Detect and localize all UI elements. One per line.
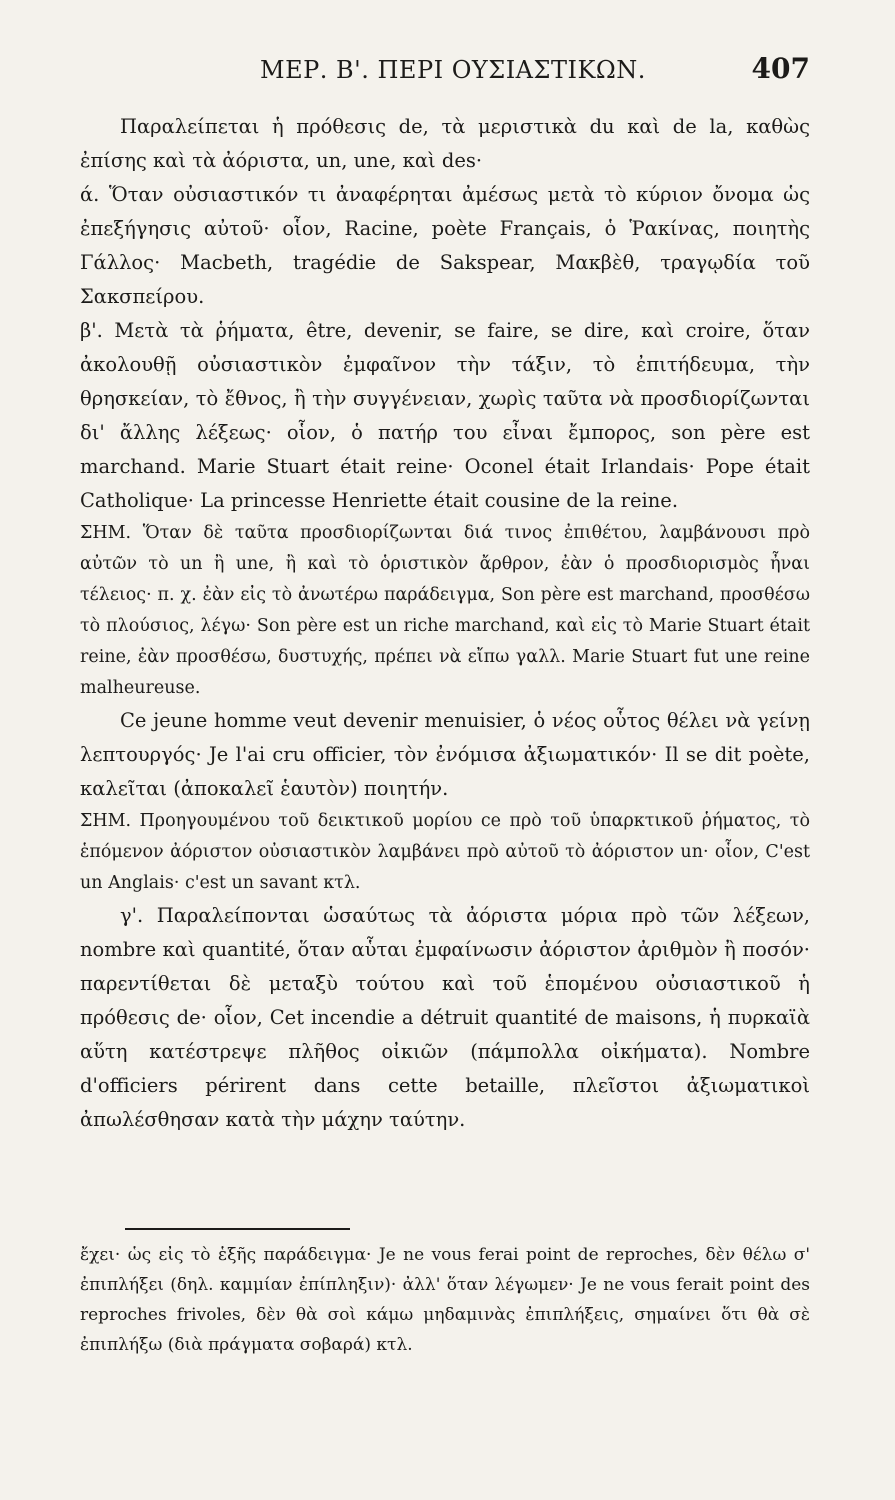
footnote [80,1240,810,1360]
paragraph-intro: Παραλείπεται ἡ πρόθεσις de, τὰ μεριστικὰ du καὶ de la, καθὼς ἐπίσης καὶ τὰ ἀόριστα, un, une, καὶ des· [80,115,810,172]
page-number: 407 [751,52,810,85]
paragraph-beta: β'. Μετὰ τὰ ῥήματα, être, devenir, se faire, se dire, καὶ croire, ὅταν ἀκολουθῇ οὐσιαστικὸν ἐμφαῖνον τὴν τάξιν, τὸ ἐπιτήδευμα, τὴν θρησκείαν, τὸ ἔθνος, ἢ τὴν συγγένειαν, χωρὶς ταῦτα νὰ προσδιορίζωνται δι' ἄλλης λέξεως· οἷον, ὁ πατήρ του εἶναι ἔμπορος, son père est marchand. Marie Stuart était reine· Oconel était Irlandais· Pope était Catholique· La princesse Henriette était cousine de la reine. [80,319,810,512]
footnote-text: ἔχει· ὡς εἰς τὸ ἑξῆς παράδειγμα· Je ne vous ferai point de reproches, δὲν θέλω σ' ἐπιπλήξει (δηλ. καμμίαν ἐπίπληξιν)· ἀλλ' ὅταν λέγωμεν· Je ne vous ferait point des reproches frivoles, δὲν θὰ σοὶ κάμω μηδαμινὰς ἐπιπλήξεις, σημαίνει ὅτι θὰ σὲ ἐπιπλήξω (διὰ πράγματα σοβαρά) κτλ. [80,1245,810,1355]
footnote-divider [125,1228,350,1230]
note-2: ΣΗΜ. Προηγουμένου τοῦ δεικτικοῦ μορίου ce πρὸ τοῦ ὑπαρκτικοῦ ῥήματος, τὸ ἑπόμενον ἀόριστον οὐσιαστικὸν λαμβάνει πρὸ αὐτοῦ τὸ ἀόριστον un· οἷον, C'est un Anglais· c'est un savant κτλ. [80,811,810,893]
running-title: ΜΕΡ. Β'. ΠΕΡΙ ΟΥΣΙΑΣΤΙΚΩΝ. [260,56,646,84]
page-header [80,52,810,92]
paragraph-alpha: ά. Ὅταν οὐσιαστικόν τι ἀναφέρηται ἀμέσως μετὰ τὸ κύριον ὄνομα ὡς ἐπεξήγησις αὐτοῦ· οἷον, Racine, poète Français, ὁ Ῥακίνας, ποιητὴς Γάλλος· Macbeth, tragédie de Sakspear, Μακβὲθ, τραγῳδία τοῦ Σακσπείρου. [80,183,810,308]
paragraph-examples: Ce jeune homme veut devenir menuisier, ὁ νέος οὗτος θέλει νὰ γείνῃ λεπτουργός· Je l'ai cru officier, τὸν ἐνόμισα ἀξιωματικόν· Il se dit poète, καλεῖται (ἀποκαλεῖ ἑαυτὸν) ποιητήν. [80,709,810,800]
paragraph-gamma: γ'. Παραλείπονται ὡσαύτως τὰ ἀόριστα μόρια πρὸ τῶν λέξεων, nombre καὶ quantité, ὅταν αὗται ἐμφαίνωσιν ἀόριστον ἀριθμὸν ἢ ποσόν· παρεντίθεται δὲ μεταξὺ τούτου καὶ τοῦ ἑπομένου οὐσιαστικοῦ ἡ πρόθεσις de· οἷον, Cet incendie a détruit quantité de maisons, ἡ πυρκαϊὰ αὕτη κατέστρεψε πλῆθος οἰκιῶν (πάμπολλα οἰκήματα). Nombre d'officiers périrent dans cette betaille, πλεῖστοι ἀξιωματικοὶ ἀπωλέσθησαν κατὰ τὴν μάχην ταύτην. [80,904,810,1131]
note-1: ΣΗΜ. Ὅταν δὲ ταῦτα προσδιορίζωνται διά τινος ἐπιθέτου, λαμβάνουσι πρὸ αὐτῶν τὸ un ἢ une, ἢ καὶ τὸ ὁριστικὸν ἄρθρον, ἐὰν ὁ προσδιορισμὸς ἦναι τέλειος· π. χ. ἐὰν εἰς τὸ ἀνωτέρω παράδειγμα, Son père est marchand, προσθέσω τὸ πλούσιος, λέγω· Son père est un riche marchand, καὶ εἰς τὸ Marie Stuart était reine, ἐὰν προσθέσω, δυστυχής, πρέπει νὰ εἴπω γαλλ. Marie Stuart fut une reine malheureuse. [80,523,810,698]
main-text [80,110,810,1137]
